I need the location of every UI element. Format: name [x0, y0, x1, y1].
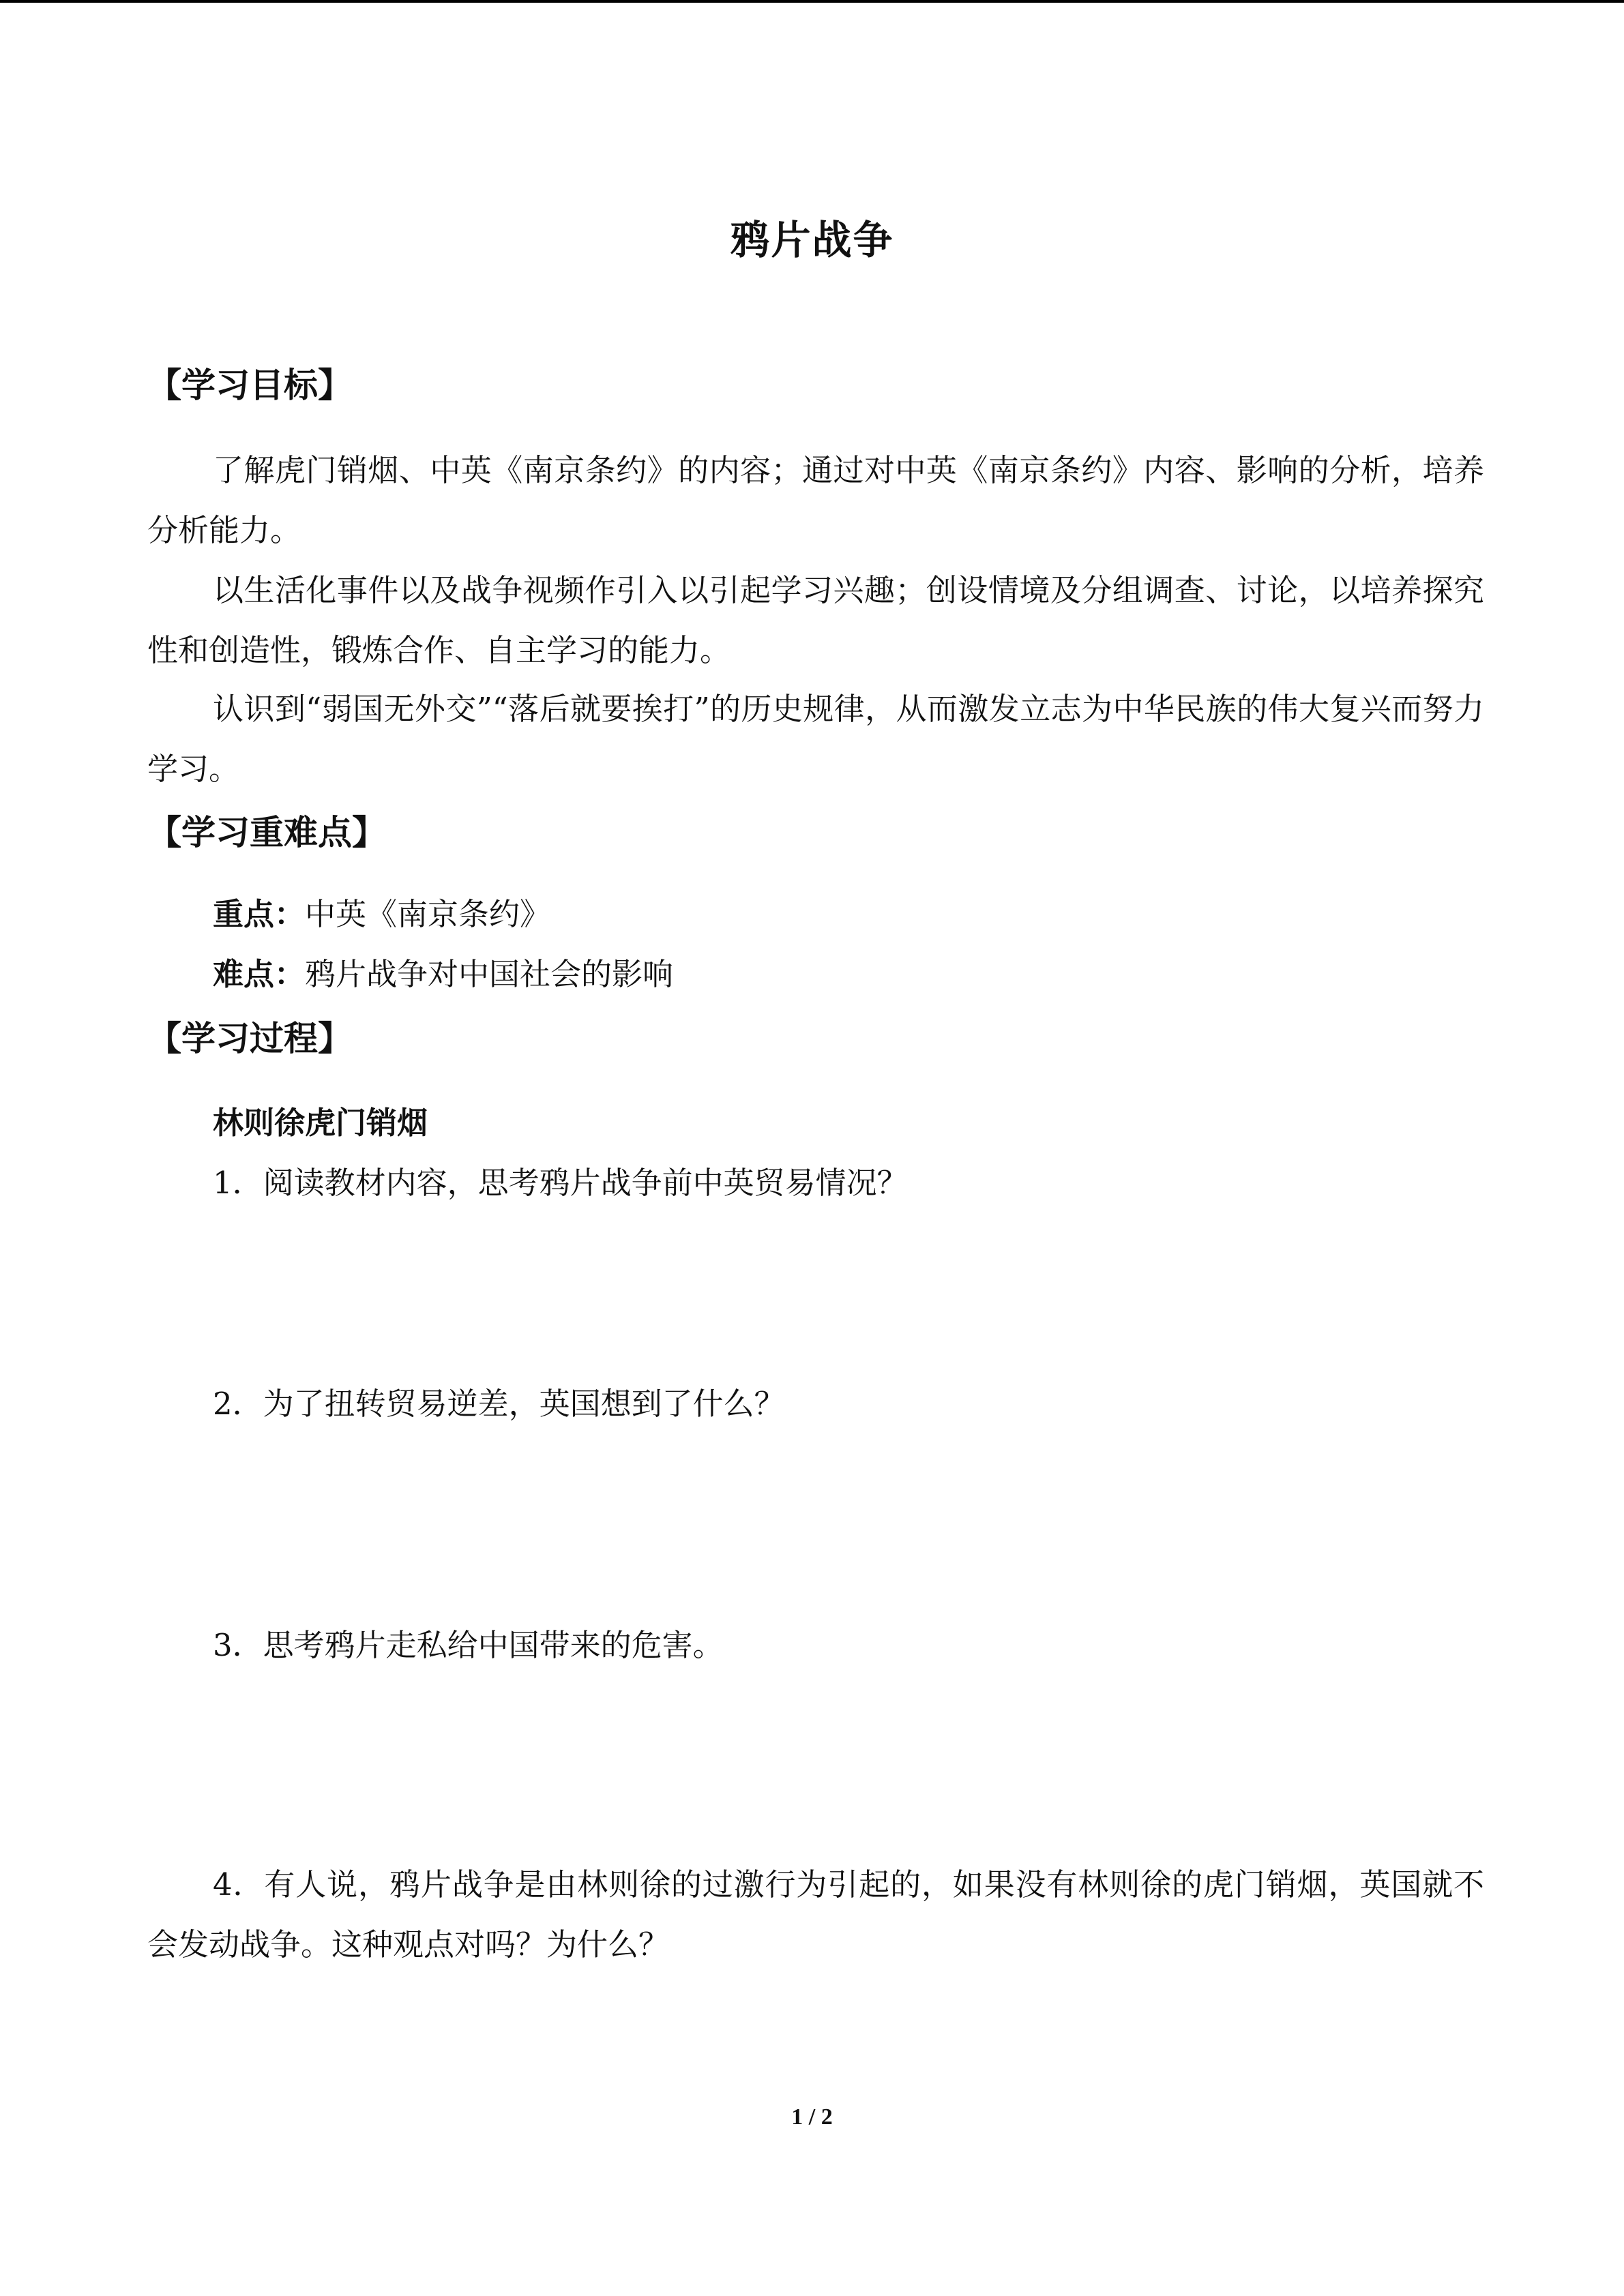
objective-paragraph-2: 以生活化事件以及战争视频作引入以引起学习兴趣；创设情境及分组调查、讨论，以培养探究性和创造性，锻炼合作、自主学习的能力。 [147, 572, 1484, 668]
question-1: 1．阅读教材内容，思考鸦片战争前中英贸易情况？ [213, 1165, 908, 1201]
objective-paragraph-1: 了解虎门销烟、中英《南京条约》的内容；通过对中英《南京条约》内容、影响的分析，培养分析能力。 [147, 452, 1484, 548]
question-2: 2．为了扭转贸易逆差，英国想到了什么？ [213, 1386, 785, 1422]
objective-paragraph-3: 认识到“弱国无外交”“落后就要挨打”的历史规律，从而激发立志为中华民族的伟大复兴而努力学习。 [147, 691, 1484, 787]
page-indicator: 1 / 2 [791, 2104, 833, 2130]
difficulty-label: 难点： [213, 956, 306, 992]
key-point-line [213, 891, 550, 938]
section-heading-objectives: 【学习目标】 [147, 366, 352, 405]
section-heading-key-points: 【学习重难点】 [147, 813, 386, 852]
process-subheading: 林则徐虎门销烟 [213, 1105, 428, 1141]
page-top-border [0, 0, 1624, 3]
question-4: 4．有人说，鸦片战争是由林则徐的过激行为引起的，如果没有林则徐的虎门销烟，英国就不会发动战争。这种观点对吗？为什么？ [147, 1866, 1484, 1963]
key-point-text: 中英《南京条约》 [305, 896, 551, 932]
document-title: 鸦片战争 [730, 217, 894, 263]
difficulty-line [213, 951, 673, 998]
question-3: 3．思考鸦片走私给中国带来的危害。 [213, 1627, 724, 1663]
difficulty-text: 鸦片战争对中国社会的影响 [305, 956, 674, 992]
section-heading-process: 【学习过程】 [147, 1019, 352, 1058]
key-point-label: 重点： [213, 896, 306, 932]
